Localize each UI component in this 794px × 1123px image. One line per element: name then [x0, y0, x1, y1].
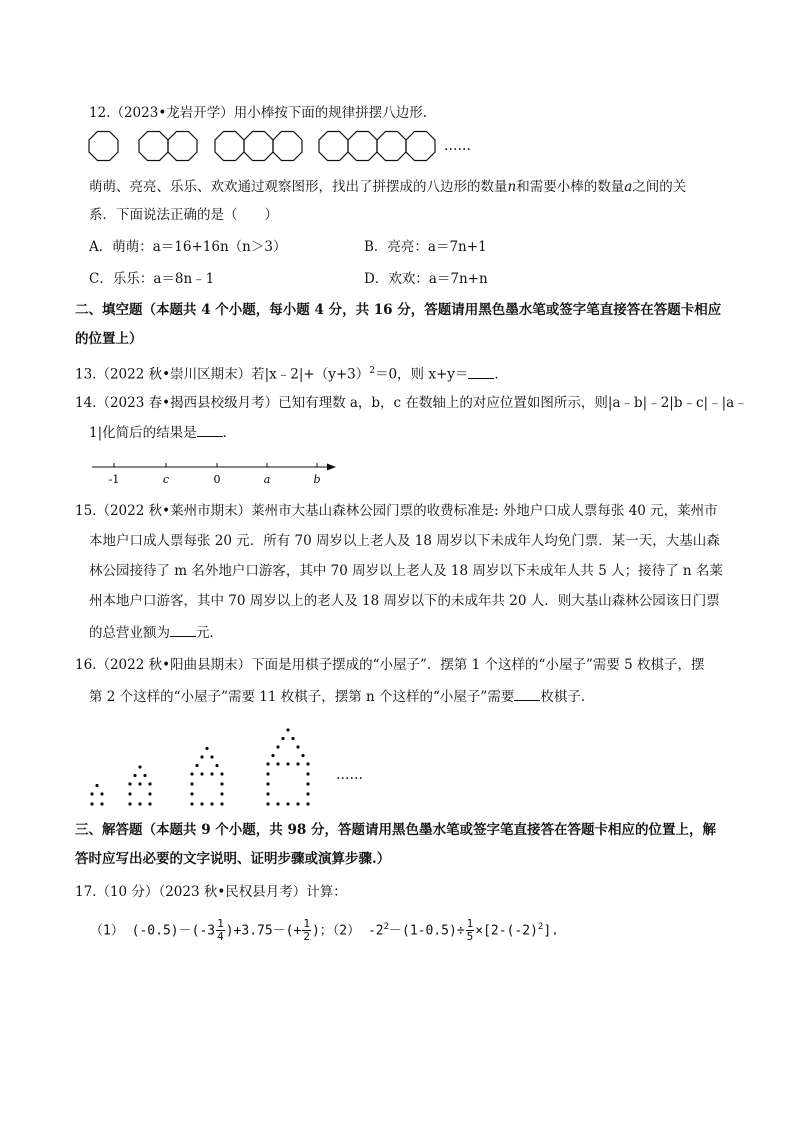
q17-p1-mixed-frac: [216, 918, 225, 943]
chess-piece-dot: [138, 802, 141, 805]
section3-heading-line2: 答时应写出必要的文字说明、证明步骤或演算步骤.）: [75, 851, 391, 867]
chess-piece-dot: [266, 802, 269, 805]
chess-piece-dot: [266, 772, 269, 775]
q17-p1-frac: [302, 918, 311, 943]
chess-piece-dot: [138, 782, 141, 785]
q12-head: 12.（2023•龙岩开学）用小棒按下面的规律拼摆八边形.: [89, 105, 428, 121]
q17-p1-frac-num: 1: [303, 917, 310, 931]
q14-line2b: ．: [222, 425, 237, 441]
q12-ellipsis: ……: [444, 138, 471, 154]
q16-line1: 16.（2022 秋•阳曲县期末）下面是用棋子摆成的“小屋子”．摆第 1 个这样的“小屋子”需要 5 枚棋子，摆: [75, 657, 705, 673]
q17-p1-frac-den: 2: [303, 930, 310, 944]
q12-var-n: n: [507, 179, 517, 195]
number-line-label: c: [162, 473, 170, 486]
octagon: [139, 132, 168, 161]
q17-p2-frac-num: 1: [466, 917, 474, 931]
q15-line5a: 的总营业额为: [89, 625, 170, 641]
chess-piece-dot: [148, 792, 151, 795]
q17-p2-sup: 2: [383, 922, 390, 932]
q17-p1-c: )；（2） -2: [311, 923, 384, 939]
chess-piece-dot: [210, 802, 213, 805]
q13-pre: 13.（2022 秋•崇川区期末）若|x﹣2|+（y+3）: [75, 366, 370, 383]
octagon: [377, 132, 406, 161]
q15-line1: 15.（2022 秋•莱州市期末）莱州市大基山森林公园门票的收费标准是: 外地户口成人票每张 40 元，莱州市: [75, 503, 718, 519]
q12-body1b: 和需要小棒的数量: [516, 179, 625, 195]
q17-expressions: [90, 914, 559, 944]
q15-line5: [89, 623, 223, 642]
q17-p1-b: )+3.75－(+: [225, 923, 302, 939]
q12-body-line2: 系．下面说法正确的是（ ）: [89, 207, 278, 223]
octagon: [168, 132, 197, 161]
octagon: [244, 132, 273, 161]
q16-answer-blank[interactable]: [514, 687, 540, 701]
chess-piece-dot: [266, 762, 269, 765]
number-line-label: -1: [108, 473, 120, 486]
q15-line2: 本地户口成人票每张 20 元．所有 70 周岁以上老人及 18 周岁以下未成年人均免门票．某一天，大基山森: [89, 533, 720, 549]
chess-piece-dot: [286, 728, 289, 731]
q13-answer-blank[interactable]: [468, 365, 494, 379]
chess-piece-dot: [210, 772, 213, 775]
q12-option-c: C．乐乐：a＝8n﹣1: [89, 271, 215, 287]
chess-piece-dot: [128, 802, 131, 805]
q13-end: ．: [494, 366, 508, 383]
octagon-figures: [89, 130, 549, 162]
q16-ellipsis: ……: [336, 767, 363, 783]
chess-piece-dot: [276, 745, 279, 748]
q12-body1: 萌萌、亮亮、乐乐、欢欢通过观察图形，找出了拼摆成的八边形的数量: [89, 179, 508, 195]
number-line-label: b: [313, 473, 321, 486]
chess-piece-dot: [271, 754, 274, 757]
chess-piece-dot: [133, 774, 136, 777]
chess-piece-dot: [195, 764, 198, 767]
chess-piece-dot: [148, 782, 151, 785]
q17-p2-sup2: 2: [537, 922, 544, 932]
chess-piece-dot: [95, 784, 98, 787]
chess-piece-dot: [215, 764, 218, 767]
chess-piece-dot: [128, 782, 131, 785]
octagon: [273, 132, 302, 161]
q14-line2: [89, 423, 236, 442]
chess-piece-dot: [306, 772, 309, 775]
chess-piece-dot: [301, 754, 304, 757]
chess-piece-dot: [100, 792, 103, 795]
q17-p1-a: （1） (-0.5)－(-3: [90, 923, 216, 939]
q15-line3: 林公园接待了 m 名外地户口游客，其中 70 周岁以上老人及 18 周岁以下未成年人共 5 人；接待了 n 名莱: [89, 563, 723, 579]
chess-piece-dot: [210, 755, 213, 758]
section2-heading-line1: 二、填空题（本题共 4 个小题，每小题 4 分，共 16 分，答题请用黑色墨水笔或签字笔直接答在答题卡相应: [75, 302, 722, 318]
chess-piece-dot: [286, 802, 289, 805]
chess-piece-dot: [276, 802, 279, 805]
chess-piece-dot: [148, 802, 151, 805]
chess-piece-dot: [306, 802, 309, 805]
chess-piece-dot: [296, 802, 299, 805]
chess-piece-dot: [143, 774, 146, 777]
q17-p2-frac: [466, 918, 475, 943]
octagon: [215, 132, 244, 161]
chess-piece-dot: [200, 802, 203, 805]
chess-piece-dot: [266, 792, 269, 795]
number-line: [90, 455, 350, 485]
number-line-label: 0: [213, 473, 221, 486]
q17-p2-c: ].: [543, 923, 559, 939]
chess-piece-dot: [90, 802, 93, 805]
q17-p2-a: －(1-0.5)÷: [389, 923, 465, 939]
q17-p1-mixed-frac-num: 1: [217, 917, 224, 931]
number-line-arrow: [327, 464, 336, 471]
chess-piece-dot: [220, 802, 223, 805]
q15-answer-blank[interactable]: [170, 623, 196, 637]
q17-p2-frac-den: 5: [466, 930, 474, 944]
q12-body-line1: [89, 178, 686, 196]
octagon: [348, 132, 377, 161]
q12-option-d: D．欢欢：a＝7n+n: [364, 271, 488, 287]
chess-piece-dot: [128, 792, 131, 795]
q13-post: ＝0，则 x+y＝: [374, 366, 469, 383]
chess-piece-dot: [100, 802, 103, 805]
chess-piece-dot: [220, 772, 223, 775]
q14-line1: 14.（2023 春•揭西县校级月考）已知有理数 a，b，c 在数轴上的对应位置如图所示，则|a﹣b|﹣2|b﹣c|﹣|a﹣: [75, 395, 748, 411]
q17-p1-mixed-frac-den: 4: [217, 930, 224, 944]
q12-option-b: B．亮亮：a＝7n+1: [364, 239, 487, 255]
q16-line2b: 枚棋子．: [540, 689, 595, 705]
house-dot-figures: [88, 712, 348, 812]
q14-answer-blank[interactable]: [197, 423, 223, 437]
chess-piece-dot: [306, 762, 309, 765]
octagon: [319, 132, 348, 161]
chess-piece-dot: [138, 765, 141, 768]
chess-piece-dot: [306, 792, 309, 795]
chess-piece-dot: [266, 782, 269, 785]
chess-piece-dot: [281, 737, 284, 740]
chess-piece-dot: [291, 737, 294, 740]
q16-line2a: 第 2 个这样的“小屋子”需要 11 枚棋子，摆第 n 个这样的“小屋子”需要: [89, 689, 515, 705]
chess-piece-dot: [190, 782, 193, 785]
chess-piece-dot: [220, 792, 223, 795]
number-line-label: a: [263, 473, 271, 486]
octagon: [406, 132, 435, 161]
q17-head: 17.（10 分）（2023 秋•民权县月考）计算：: [75, 884, 347, 900]
q14-line2a: 1|化简后的结果是: [89, 425, 197, 441]
q16-line2: [89, 687, 594, 706]
chess-piece-dot: [190, 792, 193, 795]
q13-sup: 2: [369, 366, 375, 376]
chess-piece-dot: [205, 747, 208, 750]
chess-piece-dot: [200, 755, 203, 758]
chess-piece-dot: [200, 772, 203, 775]
q12-var-a: a: [624, 179, 633, 195]
octagon: [89, 132, 118, 161]
section2-heading-line2: 的位置上）: [75, 331, 143, 347]
q15-line5b: 元．: [196, 625, 223, 641]
chess-piece-dot: [220, 782, 223, 785]
q12-body1c: 之间的关: [632, 179, 687, 195]
q17-p2-b: ×[2-(-2): [475, 923, 538, 939]
chess-piece-dot: [296, 762, 299, 765]
chess-piece-dot: [190, 802, 193, 805]
section3-heading-line1: 三、解答题（本题共 9 个小题，共 98 分，答题请用黑色墨水笔或签字笔直接答在答题卡相应的位置上，解: [75, 822, 716, 838]
chess-piece-dot: [296, 745, 299, 748]
q15-line4: 州本地户口游客，其中 70 周岁以上的老人及 18 周岁以下的未成年共 20 人．则大基山森林公园该日门票: [89, 593, 720, 609]
q13: [75, 362, 508, 384]
q12-option-a: A．萌萌：a＝16+16n（n＞3）: [89, 239, 287, 255]
chess-piece-dot: [190, 772, 193, 775]
chess-piece-dot: [306, 782, 309, 785]
chess-piece-dot: [276, 762, 279, 765]
chess-piece-dot: [90, 792, 93, 795]
chess-piece-dot: [286, 762, 289, 765]
